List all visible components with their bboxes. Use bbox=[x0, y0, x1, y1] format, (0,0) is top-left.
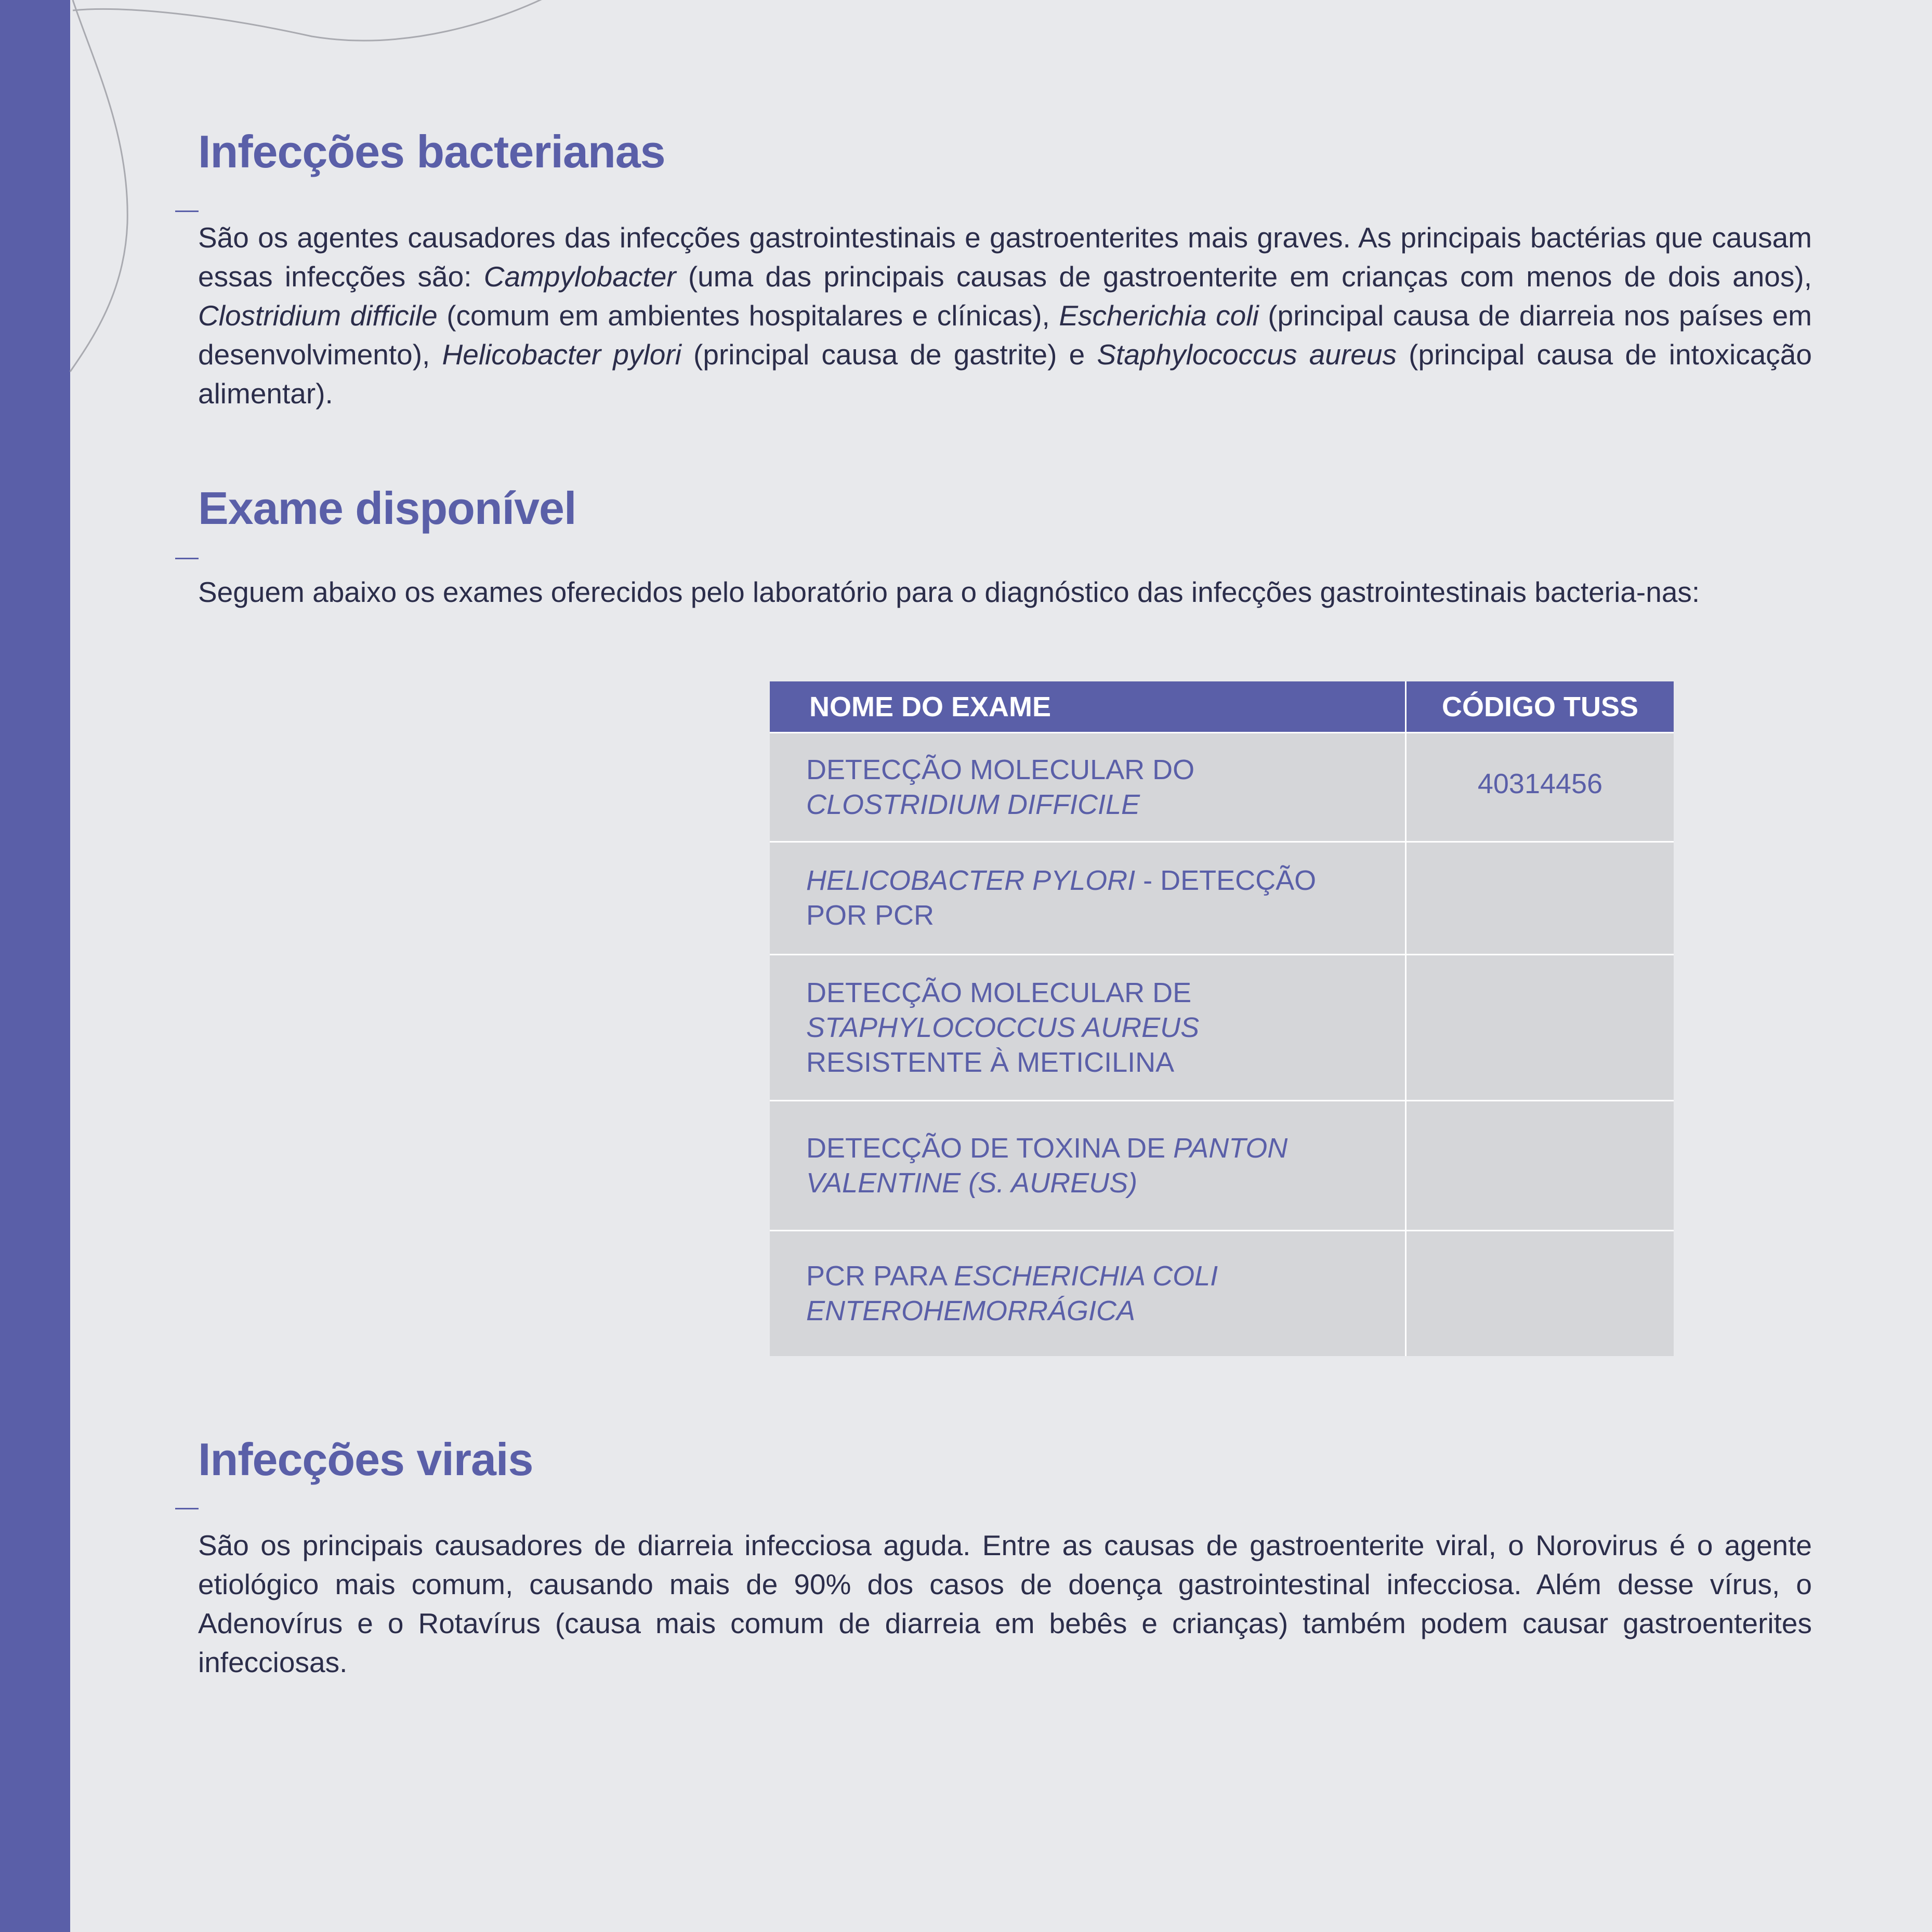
heading-dash bbox=[175, 558, 199, 559]
exam-name-text: VALENTINE (S. AUREUS) bbox=[806, 1167, 1138, 1199]
paragraph-text: (comum em ambientes hospitalares e clínicas), bbox=[437, 299, 1059, 332]
paragraph-text: (principal causa de intoxicação alimentar). bbox=[198, 338, 1812, 410]
exam-name-text: PANTON bbox=[1173, 1132, 1288, 1164]
table-row bbox=[770, 733, 1674, 842]
heading-dash bbox=[175, 1508, 199, 1509]
exam-code-cell bbox=[1406, 842, 1674, 955]
exam-code-cell bbox=[1406, 733, 1674, 842]
paragraph-exams-intro: Seguem abaixo os exames oferecidos pelo laboratório para o diagnóstico das infecções gastrointestinais bacteria-nas: bbox=[198, 576, 1700, 608]
exam-code-cell bbox=[1406, 1101, 1674, 1231]
species-name: Clostridium difficile bbox=[198, 299, 438, 332]
heading-exams: Exame disponível bbox=[198, 482, 576, 534]
table-row bbox=[770, 842, 1674, 955]
section-viral bbox=[198, 1434, 1812, 1682]
paragraph-text: São os agentes causadores das infecções gastrointestinais e gastroenterites mais graves. As principais bactérias que causam essas infecções são: bbox=[198, 221, 1812, 293]
section-exams bbox=[198, 482, 1812, 612]
paragraph-viral: São os principais causadores de diarreia infecciosa aguda. Entre as causas de gastroenterite viral, o Norovirus é o agente etiológico mais comum, causando mais de 90% dos casos de doença gastrointestinal infecciosa. Além desse vírus, o Adenovírus e o Rotavírus (causa mais comum de diarreia em bebês e crianças) também podem causar gastroenterites infecciosas. bbox=[198, 1529, 1812, 1678]
exam-name-cell bbox=[770, 1231, 1406, 1357]
exam-name-cell bbox=[770, 733, 1406, 842]
exams-table bbox=[770, 681, 1674, 1356]
column-header-code: CÓDIGO TUSS bbox=[1406, 681, 1674, 733]
exam-name-text: RESISTENTE À METICILINA bbox=[806, 1046, 1175, 1078]
exam-name-text: - DETECÇÃO bbox=[1135, 865, 1317, 896]
heading-bacterial: Infecções bacterianas bbox=[198, 126, 665, 177]
table-row bbox=[770, 1101, 1674, 1231]
paragraph-text: (uma das principais causas de gastroenterite em crianças com menos de dois anos), bbox=[676, 260, 1812, 293]
exam-name-cell bbox=[770, 842, 1406, 955]
exam-name-text: DETECÇÃO MOLECULAR DO bbox=[806, 754, 1195, 785]
exam-name-text: PCR PARA bbox=[806, 1260, 954, 1292]
table-row bbox=[770, 955, 1674, 1101]
exams-table-wrapper bbox=[770, 681, 1639, 1356]
paragraph-text: (principal causa de diarreia nos países em desenvolvimento), bbox=[198, 299, 1812, 371]
exam-name-text: DETECÇÃO DE TOXINA DE bbox=[806, 1132, 1174, 1164]
exam-name-text: DETECÇÃO MOLECULAR DE bbox=[806, 977, 1192, 1008]
exam-name-text: CLOSTRIDIUM DIFFICILE bbox=[806, 788, 1140, 820]
species-name: Helicobacter pylori bbox=[442, 338, 681, 371]
exam-name-text: STAPHYLOCOCCUS AUREUS bbox=[806, 1011, 1200, 1043]
exam-code-cell bbox=[1406, 955, 1674, 1101]
species-name: Staphylococcus aureus bbox=[1097, 338, 1397, 371]
exam-code-cell bbox=[1406, 1231, 1674, 1357]
column-header-name: NOME DO EXAME bbox=[770, 681, 1406, 733]
heading-dash bbox=[175, 211, 199, 212]
exam-code-text: 40314456 bbox=[1477, 768, 1603, 799]
paragraph-text: (principal causa de gastrite) e bbox=[681, 338, 1097, 371]
exam-name-text: ESCHERICHIA COLI bbox=[954, 1260, 1218, 1292]
exam-name-text: ENTEROHEMORRÁGICA bbox=[806, 1295, 1136, 1326]
exam-name-text: POR PCR bbox=[806, 900, 935, 931]
heading-viral: Infecções virais bbox=[198, 1434, 533, 1485]
exam-name-cell bbox=[770, 955, 1406, 1101]
species-name: Escherichia coli bbox=[1059, 299, 1259, 332]
exam-name-text: HELICOBACTER PYLORI bbox=[806, 865, 1136, 896]
exam-name-cell bbox=[770, 1101, 1406, 1231]
paragraph-bacterial bbox=[198, 218, 1812, 413]
species-name: Campylobacter bbox=[483, 260, 676, 293]
section-bacterial bbox=[198, 126, 1812, 413]
table-header-row bbox=[770, 681, 1674, 733]
table-row bbox=[770, 1231, 1674, 1357]
